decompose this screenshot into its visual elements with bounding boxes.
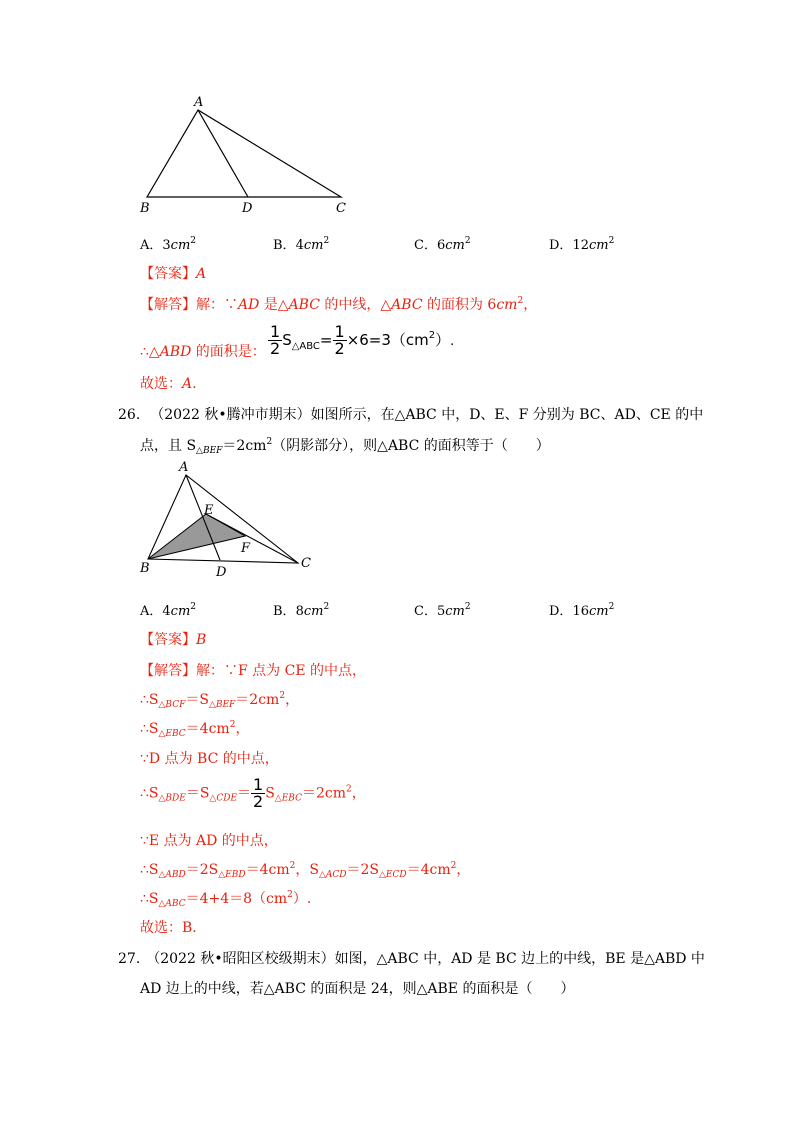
question-26-line-2 — [140, 435, 550, 456]
option-a — [140, 234, 196, 253]
text: ＝2cm — [222, 438, 267, 454]
label-C: C — [336, 201, 346, 216]
shaded-triangle-bef — [148, 514, 245, 559]
denominator: 2 — [334, 339, 345, 358]
option-letter: A． — [140, 604, 163, 619]
text: 的面积为 6 — [422, 297, 497, 313]
area-formula — [268, 324, 454, 357]
text: ∵D 点为 BC 的中点， — [140, 751, 279, 767]
question-stem: AD 边上的中线，若△ABC 的面积是 24，则△ABE 的面积是（ ） — [140, 981, 575, 997]
text: ＝S — [185, 785, 210, 802]
text: △BDE — [158, 793, 186, 804]
fraction-half — [251, 777, 265, 810]
option-unit: cm — [303, 238, 324, 253]
option-exp: 2 — [190, 236, 197, 246]
text: ＝4cm — [185, 721, 230, 737]
text: 的中线，△ — [319, 297, 392, 313]
text: △CDE — [209, 793, 238, 804]
text: （阴影部分），则△ABC 的面积等于（ ） — [272, 438, 550, 454]
text: 2 — [266, 437, 273, 447]
triangle-figure-1 — [130, 90, 360, 220]
denominator: 2 — [253, 792, 264, 811]
option-value: 12 — [572, 238, 589, 253]
text: cm — [496, 297, 518, 313]
option-b — [273, 600, 329, 619]
triangle-abc-outline — [147, 110, 341, 197]
text: 解：∵F 点为 CE 的中点， — [196, 663, 366, 679]
option-letter: D． — [549, 238, 573, 253]
option-exp: 2 — [323, 236, 330, 246]
text: △ABC — [158, 899, 186, 909]
text: ＝2S — [185, 862, 219, 878]
numerator: 1 — [334, 322, 345, 341]
analysis-line-4 — [140, 748, 279, 768]
text: ， — [523, 297, 538, 313]
option-exp: 2 — [608, 236, 615, 246]
text: ＝2cm — [235, 692, 280, 708]
option-value: 8 — [295, 604, 304, 619]
analysis-line-2 — [140, 689, 299, 710]
option-value: 16 — [572, 604, 589, 619]
option-exp: 2 — [190, 602, 197, 612]
label-B: B — [140, 201, 150, 216]
option-exp: 2 — [464, 602, 471, 612]
label-D: D — [216, 565, 227, 580]
answer-value: A — [196, 266, 207, 282]
text: ∵E 点为 AD 的中点， — [140, 833, 278, 849]
text: △ABD — [158, 870, 186, 880]
fraction-half — [268, 324, 282, 357]
answer-label: 【答案】 — [140, 632, 196, 648]
option-letter: A． — [140, 238, 163, 253]
answer-line — [140, 629, 206, 649]
text: 2 — [450, 861, 457, 871]
text: △EBC — [274, 793, 302, 804]
option-unit: cm — [588, 604, 609, 619]
text: ＝4+4＝8（cm — [185, 891, 288, 907]
answer-label: 【答案】 — [140, 266, 196, 282]
text: ， — [235, 721, 250, 737]
analysis-line-7 — [140, 859, 470, 880]
label-E: E — [204, 503, 214, 518]
question-number: 26. — [118, 407, 141, 423]
label-A: A — [194, 95, 204, 110]
text: . — [450, 334, 455, 349]
option-unit: cm — [303, 604, 324, 619]
question-source: （2022 秋•腾冲市期末） — [150, 407, 311, 423]
option-exp: 2 — [464, 236, 471, 246]
text: 2 — [428, 330, 436, 341]
option-letter: D． — [549, 604, 573, 619]
question-number: 27. — [118, 951, 141, 967]
option-value: 6 — [436, 238, 446, 253]
text: ∴S — [140, 862, 159, 878]
text: ＝4cm — [245, 862, 290, 878]
answer-line — [140, 263, 206, 283]
text: ∴S — [140, 785, 159, 802]
text: 是△ — [259, 297, 289, 313]
fraction-half-2 — [333, 324, 347, 357]
text: . — [192, 376, 197, 392]
label-D: D — [242, 201, 253, 216]
conclusion-line — [140, 917, 197, 937]
text: ＝ — [237, 785, 252, 802]
analysis-line-1 — [140, 294, 537, 314]
text: 点，且 S — [140, 438, 197, 454]
text: △ECD — [378, 870, 407, 880]
question-26-line-1 — [118, 404, 703, 424]
text: ×6=3（cm — [346, 331, 429, 349]
label-A: A — [179, 460, 189, 475]
text: ，S — [295, 862, 319, 878]
text: 的面积是： — [191, 344, 266, 360]
option-unit: cm — [445, 238, 465, 253]
option-unit: cm — [588, 238, 609, 253]
question-stem: 如图所示，在△ABC 中，D、E、F 分别为 BC、AD、CE 的中 — [310, 407, 704, 423]
answer-value: B — [196, 632, 207, 648]
text: ＝S — [185, 692, 209, 708]
text: ， — [285, 692, 300, 708]
text: 2 — [229, 720, 236, 730]
analysis-line-6 — [140, 830, 278, 850]
text: △BEF — [208, 700, 236, 710]
option-exp: 2 — [323, 602, 330, 612]
text: A — [182, 376, 193, 392]
text: ＝2S — [346, 862, 379, 878]
label-F: F — [241, 541, 251, 556]
option-letter: B． — [273, 604, 296, 619]
analysis-line-8 — [140, 888, 311, 909]
analysis-line-3 — [140, 718, 249, 739]
option-letter: C． — [414, 604, 437, 619]
text: △ACD — [318, 870, 347, 880]
text: = — [319, 331, 333, 349]
text: △EBD — [218, 870, 246, 880]
text: ∴△ — [140, 344, 160, 360]
text: 2 — [517, 296, 524, 306]
analysis-label: 【解答】 — [140, 297, 196, 313]
text: ABC — [391, 297, 423, 313]
text: ＝4cm — [406, 862, 451, 878]
option-unit: cm — [170, 238, 191, 253]
text: ＝2cm — [301, 785, 346, 802]
text: ABC — [288, 297, 320, 313]
text: △ABC — [291, 341, 320, 352]
label-B: B — [140, 561, 150, 576]
question-27-line-1 — [118, 948, 705, 968]
analysis-line-5 — [140, 777, 366, 810]
text: ∴S — [140, 692, 159, 708]
denominator: 2 — [270, 339, 281, 358]
option-letter: B． — [273, 238, 296, 253]
text: ， — [456, 862, 471, 878]
option-unit: cm — [445, 604, 465, 619]
text: AD — [238, 297, 260, 313]
option-value: 4 — [295, 238, 304, 253]
analysis-label: 【解答】 — [140, 663, 196, 679]
text: 2 — [346, 784, 352, 795]
text: ∴S — [140, 721, 159, 737]
text: 2 — [287, 890, 293, 900]
text: 故选：B. — [140, 920, 197, 936]
option-value: 3 — [162, 238, 171, 253]
text: S — [282, 331, 292, 349]
question-stem: （2022 秋•昭阳区校级期末）如图，△ABC 中，AD 是 BC 边上的中线，BE 是△ABD 中 — [146, 951, 705, 967]
option-value: 4 — [162, 604, 171, 619]
question-27-line-2 — [140, 978, 574, 998]
analysis-line-2 — [140, 341, 266, 361]
text: △BCF — [158, 700, 186, 710]
text: 2 — [279, 691, 286, 701]
text: 2 — [289, 861, 296, 871]
option-b — [273, 234, 329, 253]
option-letter: C． — [414, 238, 437, 253]
triangle-figure-2 — [130, 458, 330, 583]
text: 解：∵ — [196, 297, 238, 313]
option-value: 5 — [436, 604, 446, 619]
text: ， — [351, 785, 366, 802]
text: ABD — [159, 344, 192, 360]
option-c — [414, 234, 471, 253]
option-c — [414, 600, 471, 619]
option-exp: 2 — [608, 602, 615, 612]
option-d — [549, 234, 614, 253]
median-ad — [198, 110, 248, 197]
text: 故选： — [140, 376, 182, 392]
analysis-line-1 — [140, 660, 366, 680]
option-unit: cm — [170, 604, 191, 619]
label-C: C — [301, 556, 311, 571]
numerator: 1 — [270, 322, 281, 341]
text: S — [265, 785, 275, 802]
text: ） — [435, 331, 451, 349]
option-a — [140, 600, 196, 619]
numerator: 1 — [253, 775, 264, 794]
option-d — [549, 600, 614, 619]
text: △BEF — [196, 446, 223, 456]
conclusion-line — [140, 373, 197, 393]
text: △EBC — [158, 729, 186, 739]
text: ∴S — [140, 891, 159, 907]
text: ）. — [292, 891, 312, 907]
